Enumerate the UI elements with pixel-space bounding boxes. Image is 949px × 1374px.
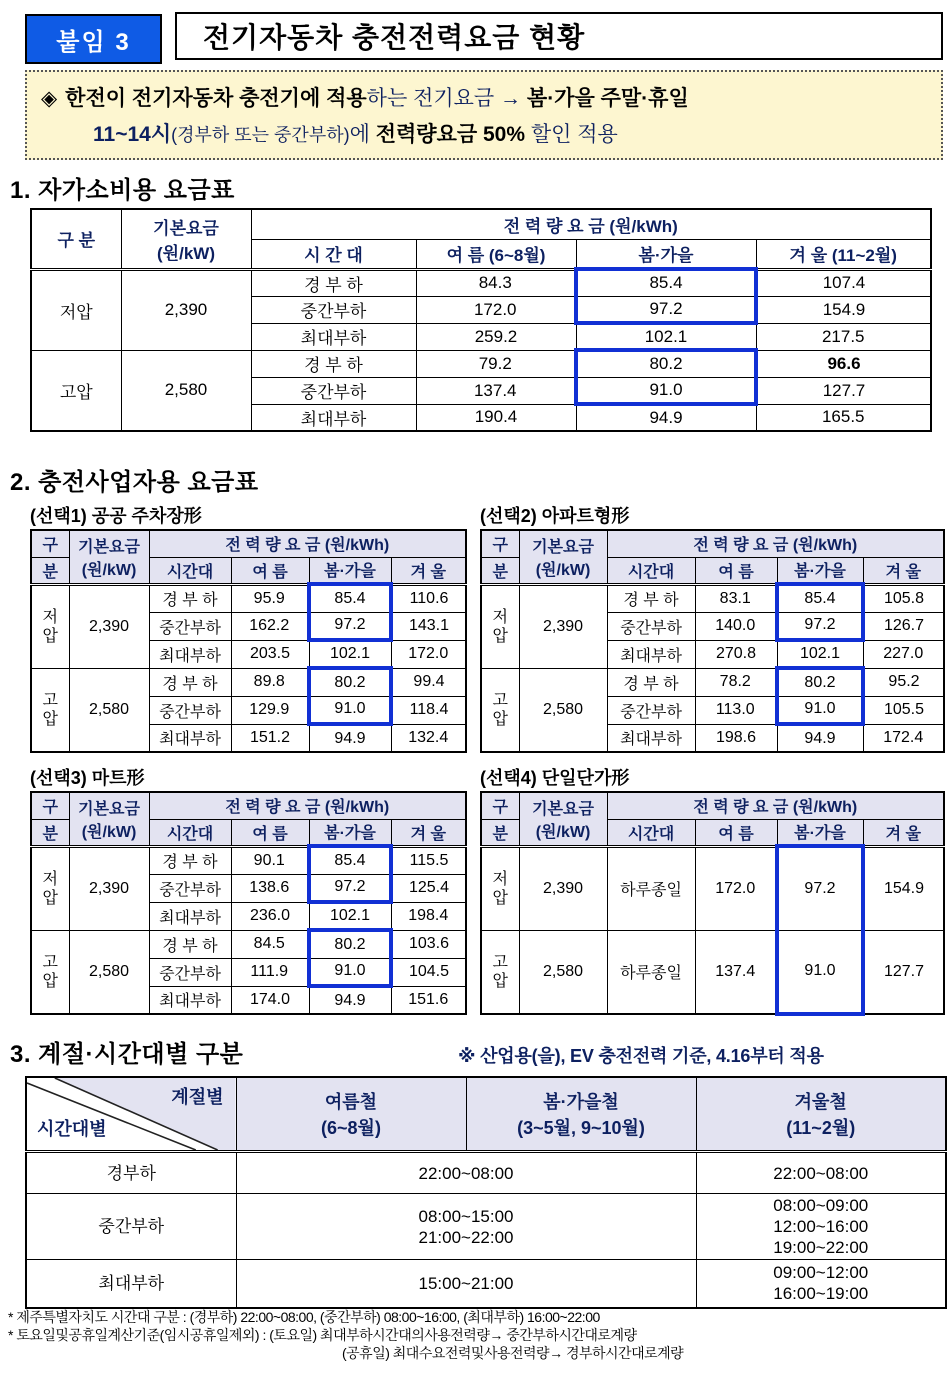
col-header-gu: 구	[481, 792, 519, 819]
col-header-summer	[236, 1077, 466, 1152]
rate-value: 127.7	[756, 377, 931, 404]
rate-value: 151.6	[391, 986, 466, 1014]
col-header-basic-line1: 기본요금	[78, 538, 140, 556]
footnote-jeju: * 제주특별자치도 시간대 구분 : (경부하) 22:00~08:00, (중간부하) 08:00~16:00, (최대부하) 16:00~22:00	[8, 1309, 600, 1325]
corner-header-cell	[26, 1077, 236, 1152]
time-slot-label: 최대부하	[149, 986, 231, 1014]
col-header-basic-line2: (원/kW)	[535, 823, 591, 841]
rate-value: 138.6	[231, 874, 309, 902]
option3-rate-table	[30, 791, 467, 1015]
time-slot-label: 경 부 하	[251, 269, 416, 296]
notice-box	[25, 70, 943, 160]
col-header-gu: 구	[31, 530, 69, 557]
notice-text: (경부하 또는 중간부하)	[171, 125, 350, 145]
rate-value: 107.4	[756, 269, 931, 296]
col-header-winter: 겨 울	[391, 557, 466, 584]
diamond-bullet-icon: ◈	[41, 87, 58, 110]
high-voltage-group	[31, 668, 466, 752]
season-name: 여름철	[324, 1092, 378, 1112]
footnote-weekend: * 토요일및공휴일계산기준(임시공휴일제외) : (토요일) 최대부하시간대의사용전력량→ 중간부하시간대로계량	[8, 1327, 637, 1343]
time-range-line: 16:00~19:00	[773, 1284, 869, 1304]
rate-value: 203.5	[231, 640, 309, 668]
table-row	[31, 846, 466, 874]
time-slot-label: 최대부하	[149, 640, 231, 668]
basic-rate-value: 2,390	[519, 584, 607, 668]
corner-timeslot-label: 시간대별	[37, 1119, 107, 1139]
low-voltage-group	[481, 584, 944, 668]
rate-value: 140.0	[695, 612, 777, 640]
rate-value-highlighted: 85.4	[309, 846, 391, 874]
rate-value: 129.9	[231, 696, 309, 724]
col-header-time: 시간대	[149, 557, 231, 584]
high-voltage-group	[31, 930, 466, 1014]
basic-rate-value: 2,580	[121, 350, 251, 431]
col-header-energy: 전 력 량 요 금 (원/kWh)	[607, 792, 944, 819]
time-slot-label: 경부하	[26, 1152, 236, 1194]
rate-value: 151.2	[231, 724, 309, 752]
rate-value: 79.2	[416, 350, 576, 377]
time-slot-label: 중간부하	[26, 1194, 236, 1260]
rate-value-highlighted: 85.4	[576, 269, 756, 296]
rate-value: 172.0	[391, 640, 466, 668]
section2-heading: 2. 충전사업자용 요금표	[10, 469, 259, 496]
table-header	[481, 792, 944, 846]
col-header-spring: 봄·가을	[576, 239, 756, 269]
col-header-summer: 여 름 (6~8월)	[416, 239, 576, 269]
rate-value: 84.3	[416, 269, 576, 296]
rate-value: 125.4	[391, 874, 466, 902]
low-voltage-group	[31, 846, 466, 930]
col-header-bun: 분	[481, 819, 519, 846]
col-header-spring: 봄·가을	[777, 819, 863, 846]
rate-value-highlighted: 91.0	[777, 696, 863, 724]
rate-value: 270.8	[695, 640, 777, 668]
col-header-summer: 여 름	[231, 819, 309, 846]
rate-value-highlighted: 97.2	[777, 846, 863, 930]
col-header-summer: 여 름	[695, 819, 777, 846]
option4-label: (선택4) 단일단가形	[480, 768, 630, 788]
col-header-spring: 봄·가을	[309, 819, 391, 846]
high-voltage-group	[481, 668, 944, 752]
col-header-time: 시간대	[607, 557, 695, 584]
rate-value: 132.4	[391, 724, 466, 752]
rate-value: 94.9	[309, 724, 391, 752]
low-voltage-group	[31, 584, 466, 668]
rate-value-highlighted: 85.4	[309, 584, 391, 612]
col-header-energy: 전 력 량 요 금 (원/kWh)	[149, 792, 466, 819]
rate-value: 198.6	[695, 724, 777, 752]
rate-value: 94.9	[777, 724, 863, 752]
table-row	[481, 668, 944, 696]
time-range-line: 19:00~22:00	[773, 1238, 869, 1257]
col-header-energy: 전 력 량 요 금 (원/kWh)	[607, 530, 944, 557]
rate-value: 174.0	[231, 986, 309, 1014]
time-range	[236, 1194, 696, 1260]
basic-rate-value: 2,390	[519, 846, 607, 930]
col-header-spring: 봄·가을	[777, 557, 863, 584]
option4-rate-table	[480, 791, 945, 1016]
rate-value: 102.1	[309, 640, 391, 668]
rate-value: 104.5	[391, 958, 466, 986]
time-range-line: 09:00~12:00	[773, 1263, 869, 1283]
voltage-label: 저압	[31, 584, 69, 668]
rate-value-highlighted: 85.4	[777, 584, 863, 612]
low-voltage-group	[481, 846, 944, 930]
rate-value-highlighted: 97.2	[576, 296, 756, 323]
time-slot-label: 경 부 하	[149, 930, 231, 958]
col-header-time: 시 간 대	[251, 239, 416, 269]
basic-rate-value: 2,390	[69, 584, 149, 668]
rate-value: 105.5	[863, 696, 944, 724]
voltage-label: 고압	[481, 930, 519, 1014]
table-row	[481, 930, 944, 1014]
notice-bold: 봄·가을 주말·휴일	[526, 87, 689, 110]
time-range: 22:00~08:00	[236, 1152, 696, 1194]
rate-value: 172.4	[863, 724, 944, 752]
basic-rate-value: 2,390	[121, 269, 251, 350]
section3-note: ※ 산업용(을), EV 충전전력 기준, 4.16부터 적용	[458, 1046, 824, 1066]
col-header-winter	[696, 1077, 946, 1152]
col-header-gu: 구	[481, 530, 519, 557]
col-header-winter: 겨 울 (11~2월)	[756, 239, 931, 269]
self-consumption-rate-table	[30, 208, 932, 432]
attachment-badge: 붙임 3	[25, 14, 162, 64]
col-header-bun: 분	[31, 819, 69, 846]
time-slot-label: 최대부하	[149, 724, 231, 752]
season-months: (6~8월)	[321, 1118, 381, 1138]
rate-value: 102.1	[576, 323, 756, 350]
col-header-spring-fall	[466, 1077, 696, 1152]
basic-rate-value: 2,580	[519, 930, 607, 1014]
rate-value: 103.6	[391, 930, 466, 958]
time-slot-label: 하루종일	[607, 846, 695, 930]
col-header-basic	[69, 792, 149, 846]
time-range: 15:00~21:00	[236, 1260, 696, 1308]
option1-label: (선택1) 공공 주차장形	[30, 506, 202, 526]
rate-value: 99.4	[391, 668, 466, 696]
voltage-label: 고압	[31, 668, 69, 752]
rate-value: 198.4	[391, 902, 466, 930]
season-name: 겨울철	[794, 1092, 847, 1112]
table-row	[31, 584, 466, 612]
rate-value: 259.2	[416, 323, 576, 350]
option1-rate-table	[30, 529, 467, 753]
option3-label: (선택3) 마트形	[30, 768, 145, 788]
rate-value: 154.9	[863, 846, 944, 930]
time-slot-label: 중간부하	[149, 612, 231, 640]
document-title: 전기자동차 충전전력요금 현황	[175, 12, 943, 60]
section1-heading: 1. 자가소비용 요금표	[10, 177, 235, 204]
col-header-basic-line1: 기본요금	[532, 800, 594, 818]
notice-text: 에	[349, 123, 376, 146]
time-slot-label: 중간부하	[149, 874, 231, 902]
rate-value: 126.7	[863, 612, 944, 640]
voltage-label: 저압	[481, 846, 519, 930]
rate-value-highlighted: 80.2	[576, 350, 756, 377]
col-header-energy: 전 력 량 요 금 (원/kWh)	[149, 530, 466, 557]
time-slot-label: 최대부하	[149, 902, 231, 930]
table-row	[481, 846, 944, 930]
col-header-winter: 겨 울	[863, 557, 944, 584]
table-header	[26, 1077, 946, 1152]
section3-heading: 3. 계절·시간대별 구분	[10, 1041, 244, 1068]
basic-rate-value: 2,580	[519, 668, 607, 752]
time-slot-label: 경 부 하	[149, 668, 231, 696]
rate-value-highlighted: 97.2	[309, 874, 391, 902]
col-header-basic	[519, 792, 607, 846]
table-body	[26, 1152, 946, 1308]
corner-season-label: 계절별	[171, 1087, 224, 1107]
table-row	[481, 584, 944, 612]
time-range-line: 12:00~16:00	[773, 1217, 869, 1236]
rate-value-highlighted: 80.2	[309, 930, 391, 958]
col-header-winter: 겨 울	[863, 819, 944, 846]
rate-value: 165.5	[756, 404, 931, 431]
col-header-basic-line2: (원/kW)	[535, 561, 591, 579]
option2-label: (선택2) 아파트형形	[480, 506, 630, 526]
time-range	[696, 1260, 946, 1308]
rate-value-highlighted: 80.2	[309, 668, 391, 696]
col-header-basic	[519, 530, 607, 584]
high-voltage-group	[31, 350, 931, 431]
rate-value: 154.9	[756, 296, 931, 323]
rate-value: 172.0	[695, 846, 777, 930]
rate-value: 102.1	[777, 640, 863, 668]
time-slot-label: 중간부하	[607, 696, 695, 724]
rate-value: 96.6	[756, 350, 931, 377]
col-header-bun: 분	[31, 557, 69, 584]
rate-value: 115.5	[391, 846, 466, 874]
notice-line-2	[41, 117, 931, 153]
time-slot-label: 경 부 하	[149, 846, 231, 874]
time-slot-label: 하루종일	[607, 930, 695, 1014]
col-header-gu: 구	[31, 792, 69, 819]
voltage-label: 저압	[481, 584, 519, 668]
col-header-summer: 여 름	[695, 557, 777, 584]
rate-value: 236.0	[231, 902, 309, 930]
col-header-winter: 겨 울	[391, 819, 466, 846]
rate-value-highlighted: 91.0	[309, 696, 391, 724]
rate-value: 137.4	[416, 377, 576, 404]
table-row	[31, 350, 931, 377]
col-header-spring: 봄·가을	[309, 557, 391, 584]
voltage-label: 저압	[31, 846, 69, 930]
col-header-basic-line2: (원/kW)	[81, 823, 137, 841]
notice-bold: 전력량요금 50%	[375, 123, 526, 146]
rate-value-highlighted: 80.2	[777, 668, 863, 696]
basic-rate-value: 2,580	[69, 930, 149, 1014]
rate-value: 78.2	[695, 668, 777, 696]
rate-value-highlighted: 91.0	[309, 958, 391, 986]
time-slot-label: 경 부 하	[607, 584, 695, 612]
table-row	[31, 269, 931, 296]
rate-value: 102.1	[309, 902, 391, 930]
col-header-bun: 분	[481, 557, 519, 584]
time-slot-label: 최대부하	[607, 640, 695, 668]
col-header-basic-line1: 기본요금	[78, 800, 140, 818]
notice-bold: 11~14시	[93, 123, 172, 146]
rate-value: 143.1	[391, 612, 466, 640]
col-header-energy: 전 력 량 요 금 (원/kWh)	[251, 209, 931, 239]
col-header-summer: 여 름	[231, 557, 309, 584]
rate-value-highlighted: 97.2	[777, 612, 863, 640]
high-voltage-group	[481, 930, 944, 1014]
table-header	[481, 530, 944, 584]
rate-value: 127.7	[863, 930, 944, 1014]
rate-value-highlighted: 97.2	[309, 612, 391, 640]
rate-value-highlighted: 91.0	[777, 930, 863, 1014]
table-row	[26, 1260, 946, 1308]
col-header-basic	[121, 209, 251, 269]
rate-value: 172.0	[416, 296, 576, 323]
rate-value: 94.9	[309, 986, 391, 1014]
voltage-label: 저압	[31, 269, 121, 350]
rate-value: 89.8	[231, 668, 309, 696]
table-row	[31, 668, 466, 696]
time-slot-label: 중간부하	[251, 377, 416, 404]
notice-line-1	[41, 81, 931, 117]
season-months: (11~2월)	[786, 1118, 856, 1138]
rate-value: 90.1	[231, 846, 309, 874]
season-timeslot-table	[25, 1076, 947, 1309]
rate-value: 84.5	[231, 930, 309, 958]
voltage-label: 고압	[31, 930, 69, 1014]
col-header-basic	[69, 530, 149, 584]
time-slot-label: 경 부 하	[149, 584, 231, 612]
table-header	[31, 530, 466, 584]
rate-value: 190.4	[416, 404, 576, 431]
voltage-label: 고압	[31, 350, 121, 431]
time-range	[696, 1194, 946, 1260]
season-months: (3~5월, 9~10월)	[517, 1118, 645, 1138]
rate-value: 217.5	[756, 323, 931, 350]
rate-value: 83.1	[695, 584, 777, 612]
rate-value: 95.9	[231, 584, 309, 612]
col-header-basic-line2: (원/kW)	[81, 561, 137, 579]
time-slot-label: 최대부하	[251, 323, 416, 350]
footnote-holiday: (공휴일) 최대수요전력및사용전력량→ 경부하시간대로계량	[342, 1345, 684, 1361]
col-header-basic-line1: 기본요금	[532, 538, 594, 556]
time-range-line: 08:00~09:00	[773, 1196, 869, 1215]
time-slot-label: 중간부하	[149, 696, 231, 724]
table-row	[26, 1194, 946, 1260]
rate-value: 95.2	[863, 668, 944, 696]
col-header-time: 시간대	[607, 819, 695, 846]
col-header-gubun: 구 분	[31, 209, 121, 269]
time-range-line: 21:00~22:00	[418, 1227, 514, 1247]
rate-value: 110.6	[391, 584, 466, 612]
notice-text: 할인 적용	[525, 123, 618, 146]
table-header	[31, 792, 466, 846]
time-slot-label: 경 부 하	[607, 668, 695, 696]
rate-value: 105.8	[863, 584, 944, 612]
voltage-label: 고압	[481, 668, 519, 752]
basic-rate-value: 2,390	[69, 846, 149, 930]
rate-value: 118.4	[391, 696, 466, 724]
season-name: 봄·가을철	[543, 1092, 619, 1112]
notice-bold: 한전이 전기자동차 충전기에 적용	[65, 87, 367, 110]
time-slot-label: 경 부 하	[251, 350, 416, 377]
rate-value: 113.0	[695, 696, 777, 724]
col-header-time: 시간대	[149, 819, 231, 846]
time-slot-label: 중간부하	[149, 958, 231, 986]
time-range: 22:00~08:00	[696, 1152, 946, 1194]
table-header	[31, 209, 931, 269]
rate-value: 227.0	[863, 640, 944, 668]
rate-value: 137.4	[695, 930, 777, 1014]
rate-value: 94.9	[576, 404, 756, 431]
time-range-line: 08:00~15:00	[418, 1206, 514, 1226]
rate-value-highlighted: 91.0	[576, 377, 756, 404]
time-slot-label: 최대부하	[607, 724, 695, 752]
time-slot-label: 중간부하	[607, 612, 695, 640]
table-row	[31, 930, 466, 958]
rate-value: 111.9	[231, 958, 309, 986]
time-slot-label: 최대부하	[26, 1260, 236, 1308]
rate-value: 162.2	[231, 612, 309, 640]
footnotes	[8, 1308, 683, 1362]
time-slot-label: 최대부하	[251, 404, 416, 431]
col-header-basic-line2: (원/kW)	[157, 243, 215, 263]
option2-rate-table	[480, 529, 945, 753]
time-slot-label: 중간부하	[251, 296, 416, 323]
basic-rate-value: 2,580	[69, 668, 149, 752]
table-row	[26, 1152, 946, 1194]
notice-text: 하는 전기요금 →	[366, 87, 527, 110]
col-header-basic-line1: 기본요금	[153, 218, 219, 238]
low-voltage-group	[31, 269, 931, 350]
